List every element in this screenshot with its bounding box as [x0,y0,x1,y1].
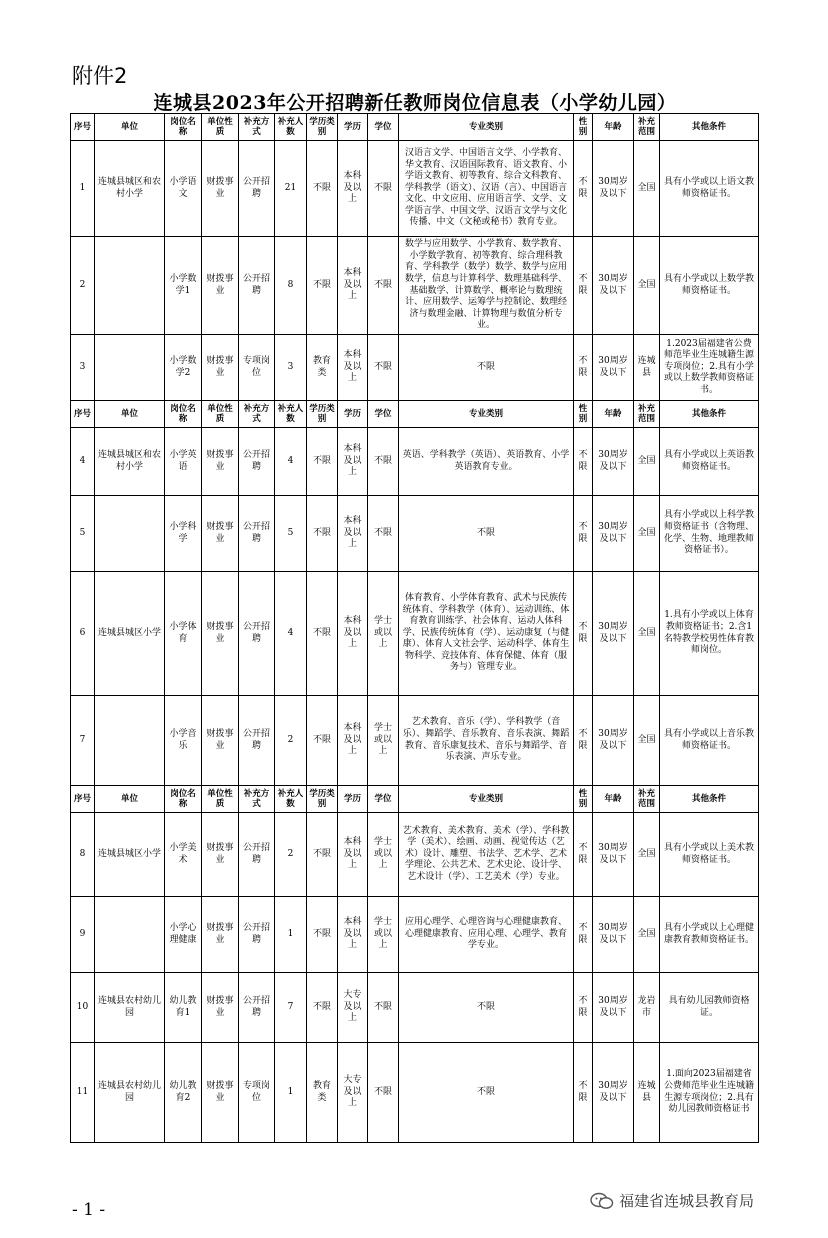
column-header-seq: 序号 [71,786,95,813]
column-header-other: 其他条件 [660,114,759,141]
column-header-count: 补充人数 [275,114,307,141]
cell-other: 具有小学或以上心理健康教育教师资格证书。 [660,897,759,973]
cell-education: 本科及以上 [338,428,368,496]
cell-major: 不限 [399,496,574,572]
cell-post: 幼儿教育2 [165,1043,202,1143]
table-row [71,237,759,335]
cell-edu-type: 教育类 [307,335,338,401]
cell-major: 英语、学科教学（英语）、英语教育、小学英语教育专业。 [399,428,574,496]
cell-unit: 连城县城区小学 [95,572,165,696]
cell-edu-type: 不限 [307,897,338,973]
cell-nature: 财拨事业 [202,572,239,696]
cell-method: 专项岗位 [239,335,275,401]
cell-gender: 不限 [574,335,593,401]
column-header-post: 岗位名称 [165,786,202,813]
cell-scope: 全国 [634,428,660,496]
column-header-edu-type: 学历类别 [307,786,338,813]
cell-gender: 不限 [574,496,593,572]
cell-count: 4 [275,428,307,496]
cell-count: 4 [275,572,307,696]
cell-degree: 不限 [368,335,399,401]
cell-major: 不限 [399,335,574,401]
column-header-method: 补充方式 [239,114,275,141]
cell-unit: 连城县农村幼儿园 [95,1043,165,1143]
cell-seq: 4 [71,428,95,496]
cell-count: 1 [275,1043,307,1143]
column-header-seq: 序号 [71,401,95,428]
cell-education: 本科及以上 [338,496,368,572]
cell-seq: 1 [71,141,95,237]
table-row [71,335,759,401]
cell-major: 不限 [399,973,574,1043]
cell-nature: 财拨事业 [202,237,239,335]
cell-seq: 5 [71,496,95,572]
cell-unit: 连城县农村幼儿园 [95,973,165,1043]
cell-other: 1.2023届福建省公费师范毕业生连城籍生源专项岗位；2.具有小学或以上数学教师资格证书。 [660,335,759,401]
cell-nature: 财拨事业 [202,813,239,897]
column-header-degree: 学位 [368,786,399,813]
cell-major: 不限 [399,1043,574,1143]
cell-degree: 学士或以上 [368,897,399,973]
column-header-age: 年龄 [593,401,634,428]
cell-edu-type: 不限 [307,813,338,897]
brand-name: 福建省连城县教育局 [619,1192,755,1210]
table-row [71,1043,759,1143]
cell-education: 本科及以上 [338,813,368,897]
cell-method: 公开招聘 [239,973,275,1043]
column-header-scope: 补充范围 [634,114,660,141]
cell-degree: 不限 [368,973,399,1043]
table-row [71,572,759,696]
cell-seq: 7 [71,696,95,786]
column-header-method: 补充方式 [239,786,275,813]
cell-major: 艺术教育、音乐（学）、学科教学（音乐）、舞蹈学、音乐教育、音乐表演、舞蹈教育、音乐康复技术、音乐与舞蹈学、音乐表演、声乐专业。 [399,696,574,786]
column-header-age: 年龄 [593,786,634,813]
cell-other: 具有小学或以上英语教师资格证书。 [660,428,759,496]
cell-count: 2 [275,696,307,786]
column-header-unit: 单位 [95,114,165,141]
cell-edu-type: 不限 [307,696,338,786]
cell-gender: 不限 [574,572,593,696]
cell-unit [95,496,165,572]
wechat-icon [590,1192,614,1210]
cell-age: 30周岁及以下 [593,335,634,401]
column-header-edu-type: 学历类别 [307,114,338,141]
page-number: - 1 - [72,1200,106,1220]
cell-other: 具有幼儿园教师资格证。 [660,973,759,1043]
column-header-edu-type: 学历类别 [307,401,338,428]
header-row [71,401,759,428]
cell-age: 30周岁及以下 [593,813,634,897]
cell-method: 专项岗位 [239,1043,275,1143]
cell-major: 数学与应用数学、小学教育、数学教育、小学数学教育、初等教育、综合理科教育、学科教学（数学）数学、数学与应用数学，信息与计算科学、数理基础科学、基础数学、计算数学、概率论与数理统计、应用数学、运筹学与控制论、数理经济与数理金融、计算物理与数值分析专业。 [399,237,574,335]
cell-post: 幼儿教育1 [165,973,202,1043]
table-row [71,897,759,973]
cell-method: 公开招聘 [239,237,275,335]
cell-scope: 全国 [634,897,660,973]
cell-scope: 连城县 [634,335,660,401]
column-header-other: 其他条件 [660,786,759,813]
cell-post: 小学数学1 [165,237,202,335]
column-header-major: 专业类别 [399,401,574,428]
cell-edu-type: 不限 [307,496,338,572]
column-header-degree: 学位 [368,114,399,141]
table-row [71,141,759,237]
cell-other: 1.面向2023届福建省公费师范毕业生连城籍生源专项岗位；2.具有幼儿园教师资格证书 [660,1043,759,1143]
cell-method: 公开招聘 [239,696,275,786]
column-header-other: 其他条件 [660,401,759,428]
column-header-post: 岗位名称 [165,401,202,428]
cell-scope: 全国 [634,572,660,696]
cell-edu-type: 不限 [307,141,338,237]
column-header-seq: 序号 [71,114,95,141]
cell-education: 本科及以上 [338,696,368,786]
cell-scope: 全国 [634,237,660,335]
column-header-education: 学历 [338,401,368,428]
cell-education: 大专及以上 [338,973,368,1043]
cell-degree: 学士或以上 [368,696,399,786]
cell-gender: 不限 [574,813,593,897]
column-header-method: 补充方式 [239,401,275,428]
document-title: 连城县2023年公开招聘新任教师岗位信息表（小学幼儿园） [153,92,677,114]
cell-education: 本科及以上 [338,897,368,973]
table-row [71,496,759,572]
attachment-label: 附件2 [72,64,128,88]
cell-scope: 全国 [634,696,660,786]
cell-unit [95,335,165,401]
cell-other: 1.具有小学或以上体育教师资格证书；2.含1名特教学校男性体育教师岗位。 [660,572,759,696]
column-header-unit: 单位 [95,401,165,428]
column-header-major: 专业类别 [399,114,574,141]
cell-degree: 不限 [368,141,399,237]
publisher-brand [590,1190,754,1211]
column-header-education: 学历 [338,114,368,141]
cell-degree: 不限 [368,496,399,572]
cell-scope: 全国 [634,141,660,237]
column-header-gender: 性别 [574,114,593,141]
cell-education: 大专及以上 [338,1043,368,1143]
cell-age: 30周岁及以下 [593,897,634,973]
cell-nature: 财拨事业 [202,696,239,786]
cell-other: 具有小学或以上数学教师资格证书。 [660,237,759,335]
table-row [71,813,759,897]
cell-count: 2 [275,813,307,897]
table-row [71,973,759,1043]
cell-post: 小学体育 [165,572,202,696]
cell-education: 本科及以上 [338,572,368,696]
cell-age: 30周岁及以下 [593,237,634,335]
column-header-unit: 单位 [95,786,165,813]
cell-other: 具有小学或以上科学教师资格证书（含物理、化学、生物、地理教师资格证书）。 [660,496,759,572]
cell-method: 公开招聘 [239,897,275,973]
cell-unit: 连城县城区和农村小学 [95,428,165,496]
cell-method: 公开招聘 [239,813,275,897]
cell-scope: 龙岩市 [634,973,660,1043]
cell-edu-type: 不限 [307,572,338,696]
cell-other: 具有小学或以上语文教师资格证书。 [660,141,759,237]
cell-edu-type: 不限 [307,973,338,1043]
column-header-gender: 性别 [574,786,593,813]
cell-age: 30周岁及以下 [593,572,634,696]
cell-count: 5 [275,496,307,572]
cell-gender: 不限 [574,237,593,335]
cell-nature: 财拨事业 [202,141,239,237]
column-header-scope: 补充范围 [634,786,660,813]
cell-degree: 学士或以上 [368,813,399,897]
column-header-nature: 单位性质 [202,114,239,141]
cell-major: 应用心理学、心理咨询与心理健康教育、心理健康教育、应用心理、心理学、教育学专业。 [399,897,574,973]
cell-nature: 财拨事业 [202,496,239,572]
cell-seq: 11 [71,1043,95,1143]
header-row [71,786,759,813]
cell-post: 小学数学2 [165,335,202,401]
column-header-degree: 学位 [368,401,399,428]
column-header-nature: 单位性质 [202,786,239,813]
cell-seq: 3 [71,335,95,401]
cell-seq: 2 [71,237,95,335]
cell-major: 汉语言文学、中国语言文学、小学教育、华文教育、汉语国际教育、语文教育、小学语文教育、初等教育、综合文科教育、学科教学（语文）、汉语（言）、中国语言文化、中文应用、应用语言学、文学、文学语言学、中国文学、汉语言文学与文化传播、中文（文秘或秘书）教育专业。 [399,141,574,237]
cell-degree: 不限 [368,428,399,496]
cell-education: 本科及以上 [338,141,368,237]
cell-age: 30周岁及以下 [593,428,634,496]
cell-count: 21 [275,141,307,237]
cell-age: 30周岁及以下 [593,1043,634,1143]
cell-degree: 学士或以上 [368,572,399,696]
cell-method: 公开招聘 [239,141,275,237]
cell-count: 1 [275,897,307,973]
cell-gender: 不限 [574,428,593,496]
cell-age: 30周岁及以下 [593,973,634,1043]
cell-method: 公开招聘 [239,496,275,572]
cell-method: 公开招聘 [239,572,275,696]
cell-nature: 财拨事业 [202,973,239,1043]
cell-other: 具有小学或以上美术教师资格证书。 [660,813,759,897]
cell-nature: 财拨事业 [202,897,239,973]
cell-degree: 不限 [368,237,399,335]
table-row [71,696,759,786]
cell-post: 小学语文 [165,141,202,237]
cell-gender: 不限 [574,1043,593,1143]
cell-seq: 9 [71,897,95,973]
cell-count: 7 [275,973,307,1043]
positions-table [70,113,759,1143]
cell-post: 小学音乐 [165,696,202,786]
cell-unit: 连城县城区小学 [95,813,165,897]
cell-seq: 8 [71,813,95,897]
cell-scope: 全国 [634,813,660,897]
header-row [71,114,759,141]
cell-gender: 不限 [574,141,593,237]
cell-nature: 财拨事业 [202,428,239,496]
cell-other: 具有小学或以上音乐教师资格证书。 [660,696,759,786]
cell-count: 8 [275,237,307,335]
cell-education: 本科及以上 [338,237,368,335]
cell-edu-type: 教育类 [307,1043,338,1143]
cell-nature: 财拨事业 [202,1043,239,1143]
cell-age: 30周岁及以下 [593,141,634,237]
column-header-count: 补充人数 [275,786,307,813]
cell-unit [95,237,165,335]
cell-method: 公开招聘 [239,428,275,496]
cell-seq: 6 [71,572,95,696]
column-header-nature: 单位性质 [202,401,239,428]
cell-scope: 全国 [634,496,660,572]
cell-major: 体育教育、小学体育教育、武术与民族传统体育、学科教学（体育）、运动训练、体育教育训练学、社会体育、运动人体科学、民族传统体育（学）、运动康复（与健康）、体育人文社会学、运动科学、体育生物科学、竞技体育、体育保健、体育（服务与）管理专业。 [399,572,574,696]
cell-gender: 不限 [574,973,593,1043]
column-header-major: 专业类别 [399,786,574,813]
cell-gender: 不限 [574,696,593,786]
cell-post: 小学科学 [165,496,202,572]
column-header-scope: 补充范围 [634,401,660,428]
cell-age: 30周岁及以下 [593,696,634,786]
cell-edu-type: 不限 [307,237,338,335]
cell-major: 艺术教育、美术教育、美术（学）、学科教学（美术）、绘画、动画、视觉传达（艺术）设计、雕塑、书法学、艺术学、艺术学理论、公共艺术、艺术史论、设计学、艺术设计（学）、工艺美术（学）专业。 [399,813,574,897]
cell-degree: 不限 [368,1043,399,1143]
cell-post: 小学心理健康 [165,897,202,973]
cell-unit [95,897,165,973]
cell-unit [95,696,165,786]
column-header-age: 年龄 [593,114,634,141]
cell-unit: 连城县城区和农村小学 [95,141,165,237]
cell-age: 30周岁及以下 [593,496,634,572]
cell-scope: 连城县 [634,1043,660,1143]
cell-count: 3 [275,335,307,401]
column-header-post: 岗位名称 [165,114,202,141]
cell-edu-type: 不限 [307,428,338,496]
column-header-education: 学历 [338,786,368,813]
column-header-count: 补充人数 [275,401,307,428]
cell-education: 本科及以上 [338,335,368,401]
column-header-gender: 性别 [574,401,593,428]
table-row [71,428,759,496]
cell-nature: 财拨事业 [202,335,239,401]
cell-seq: 10 [71,973,95,1043]
cell-post: 小学美术 [165,813,202,897]
cell-gender: 不限 [574,897,593,973]
cell-post: 小学英语 [165,428,202,496]
